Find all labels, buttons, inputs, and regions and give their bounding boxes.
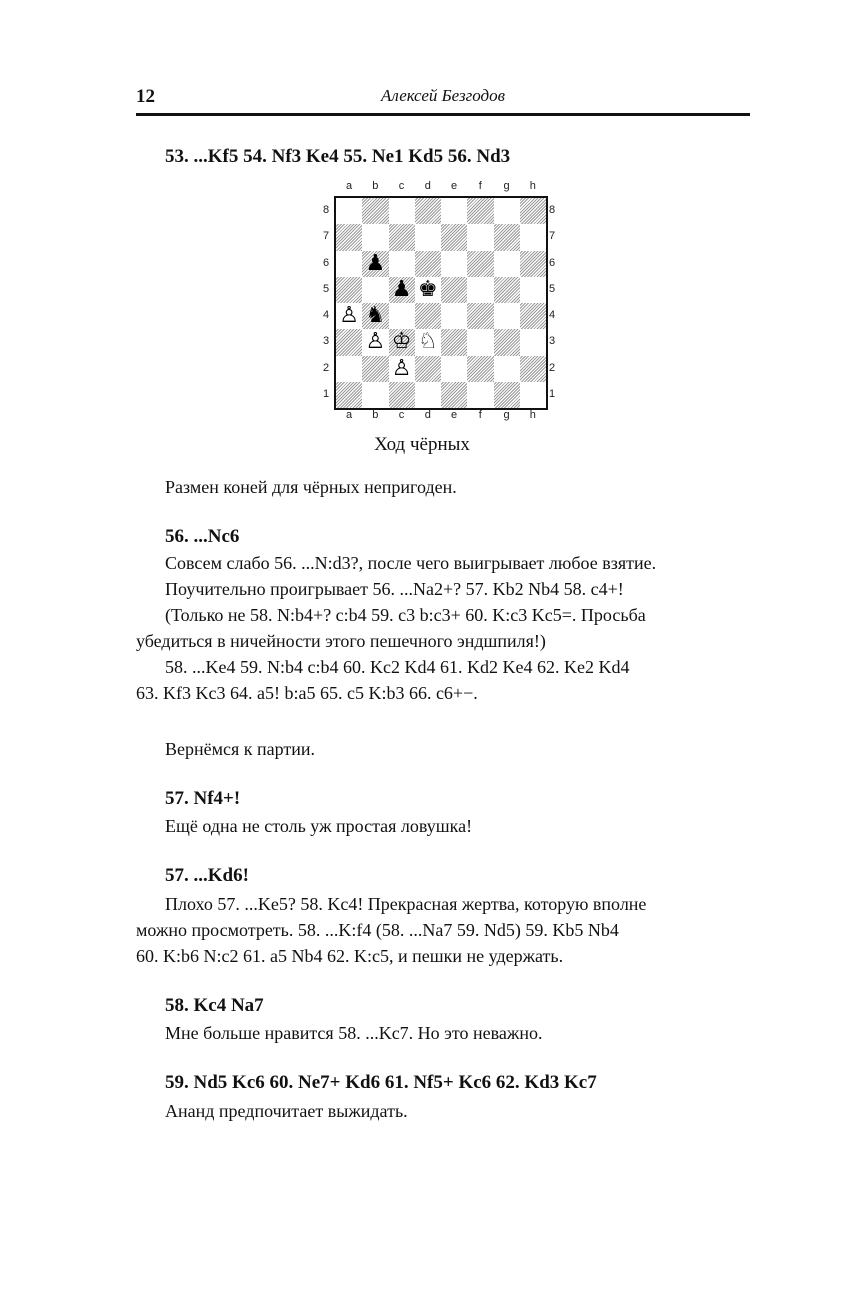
paragraph (136, 1020, 750, 1046)
square-h3 (520, 329, 546, 355)
move-heading-56: 56. ...Nc6 (165, 526, 240, 547)
square-h1 (520, 382, 546, 408)
file-label: f (478, 180, 482, 192)
square-c4 (389, 303, 415, 329)
square-g2 (494, 356, 520, 382)
square-d7 (415, 224, 441, 250)
white-pawn-icon: ♙ (365, 329, 386, 355)
file-label: b (372, 409, 379, 421)
paragraph-text: Вернёмся к партии. (165, 739, 316, 759)
file-label: a (345, 409, 353, 421)
paragraph (136, 813, 750, 839)
file-label: g (503, 409, 510, 421)
paragraph (136, 736, 750, 762)
page-number: 12 (136, 86, 155, 107)
running-head-author: Алексей Безгодов (380, 86, 506, 105)
line: 58. ...Ke4 59. N:b4 c:b4 60. Kc2 Kd4 61. Kd2 Ke4 62. Ke2 Kd4 (165, 657, 630, 677)
paragraph-text: Ананд предпочитает выжидать. (165, 1101, 408, 1121)
rank-label: 3 (549, 335, 556, 348)
square-g8 (494, 198, 520, 224)
white-knight-icon: ♘ (418, 329, 438, 355)
square-b7 (362, 224, 388, 250)
square-h5 (520, 277, 546, 303)
square-f3 (467, 329, 493, 355)
square-c8 (389, 198, 415, 224)
file-label: e (450, 180, 458, 192)
rank-label: 1 (323, 387, 330, 400)
paragraph (136, 1098, 750, 1124)
line: Плохо 57. ...Ke5? 58. Kc4! Прекрасная жертва, которую вполне (165, 894, 647, 914)
move-heading-58: 58. Kc4 Na7 (165, 995, 264, 1016)
square-f4 (467, 303, 493, 329)
square-a1 (336, 382, 362, 408)
square-f7 (467, 224, 493, 250)
line: Совсем слабо 56. ...N:d3?, после чего выигрывает любое взятие. (165, 553, 657, 573)
paragraph-text: Мне больше нравится 58. ...Kc7. Но это неважно. (165, 1023, 543, 1043)
file-label: d (424, 180, 431, 192)
white-pawn-icon: ♙ (391, 355, 412, 381)
square-a8 (336, 198, 362, 224)
square-h2 (520, 356, 546, 382)
square-f2 (467, 356, 493, 382)
square-g3 (494, 329, 520, 355)
square-b1 (362, 382, 388, 408)
square-h4 (520, 303, 546, 329)
line: 63. Kf3 Kc3 64. a5! b:a5 65. c5 K:b3 66. c6+−. (136, 683, 478, 703)
square-d2 (415, 356, 441, 382)
rank-label: 4 (549, 309, 556, 321)
square-f8 (467, 198, 493, 224)
rank-label: 5 (549, 282, 556, 295)
square-a3 (336, 329, 362, 355)
square-e5 (441, 277, 467, 303)
rank-label: 2 (549, 361, 556, 374)
square-e7 (441, 224, 467, 250)
paragraph (136, 474, 750, 500)
square-f5 (467, 277, 493, 303)
black-knight-icon: ♞ (365, 303, 386, 329)
paragraph-text: Ещё одна не столь уж простая ловушка! (165, 816, 473, 836)
line: 60. K:b6 N:c2 61. a5 Nb4 62. K:c5, и пешки не удержать. (136, 946, 564, 966)
square-h8 (520, 198, 546, 224)
square-b8 (362, 198, 388, 224)
rank-label: 5 (323, 282, 330, 295)
chess-board (334, 196, 548, 410)
line: убедиться в ничейности этого пешечного эндшпиля!) (136, 631, 546, 651)
file-label: h (529, 180, 536, 192)
square-d1 (415, 382, 441, 408)
diagram-caption: Ход чёрных (374, 434, 470, 455)
square-h6 (520, 251, 546, 277)
move-heading-57: 57. Nf4+! (165, 788, 241, 809)
rank-label: 8 (323, 204, 330, 216)
annotation-57b (136, 891, 750, 969)
header-rule (136, 113, 750, 116)
square-d4 (415, 303, 441, 329)
move-heading-59: 59. Nd5 Kc6 60. Ne7+ Kd6 61. Nf5+ Kc6 62. Kd3 Kc7 (165, 1072, 597, 1093)
square-e4 (441, 303, 467, 329)
square-b2 (362, 356, 388, 382)
square-e6 (441, 251, 467, 277)
square-e1 (441, 382, 467, 408)
black-pawn-icon: ♟ (391, 276, 412, 302)
rank-label: 8 (549, 204, 556, 216)
file-label: f (478, 409, 482, 421)
square-g4 (494, 303, 520, 329)
file-label: e (450, 409, 458, 421)
file-label: h (529, 409, 536, 421)
line: можно просмотреть. 58. ...K:f4 (58. ...Na7 59. Nd5) 59. Kb5 Nb4 (136, 920, 619, 940)
square-e8 (441, 198, 467, 224)
square-a7 (336, 224, 362, 250)
square-g6 (494, 251, 520, 277)
move-heading-57b: 57. ...Kd6! (165, 865, 249, 886)
file-label: d (424, 409, 431, 421)
move-heading-53: 53. ...Kf5 54. Nf3 Ke4 55. Ne1 Kd5 56. Nd3 (165, 146, 511, 167)
file-label: g (503, 180, 510, 192)
black-pawn-icon: ♟ (365, 250, 386, 276)
square-e3 (441, 329, 467, 355)
rank-label: 7 (323, 230, 330, 243)
rank-label: 7 (549, 230, 556, 243)
white-king-icon: ♔ (391, 329, 412, 355)
square-a5 (336, 277, 362, 303)
square-c1 (389, 382, 415, 408)
square-a6 (336, 251, 362, 277)
square-c7 (389, 224, 415, 250)
square-g7 (494, 224, 520, 250)
rank-label: 6 (323, 256, 330, 269)
white-pawn-icon: ♙ (339, 303, 359, 329)
square-f6 (467, 251, 493, 277)
square-g1 (494, 382, 520, 408)
rank-label: 3 (323, 335, 330, 348)
rank-label: 1 (549, 387, 556, 400)
file-label: b (372, 180, 379, 192)
annotation-56 (136, 550, 750, 706)
black-king-icon: ♚ (418, 276, 438, 302)
square-d6 (415, 251, 441, 277)
square-g5 (494, 277, 520, 303)
square-b5 (362, 277, 388, 303)
square-d8 (415, 198, 441, 224)
line: Поучительно проигрывает 56. ...Na2+? 57. Kb2 Nb4 58. c4+! (165, 579, 624, 599)
file-label: a (345, 180, 353, 192)
page-header (136, 84, 750, 114)
line: (Только не 58. N:b4+? c:b4 59. c3 b:c3+ 60. K:c3 Kc5=. Просьба (165, 605, 646, 625)
file-label: c (398, 409, 405, 421)
rank-label: 6 (549, 256, 556, 269)
rank-label: 2 (323, 361, 330, 374)
paragraph-text: Ρазмен коней для чёрных непригоден. (165, 477, 457, 497)
square-a2 (336, 356, 362, 382)
rank-label: 4 (323, 309, 330, 321)
square-c6 (389, 251, 415, 277)
square-h7 (520, 224, 546, 250)
square-f1 (467, 382, 493, 408)
square-e2 (441, 356, 467, 382)
file-label: c (398, 180, 405, 192)
